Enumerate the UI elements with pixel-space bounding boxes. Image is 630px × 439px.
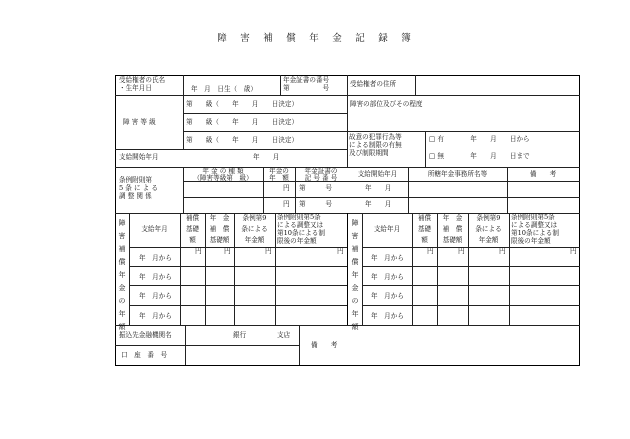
- col-suppl-4: 限後の年金額: [511, 237, 551, 245]
- col-art9-3: 年金額: [478, 236, 499, 244]
- grade-row[interactable]: 第 級（ 年 月 日決定）: [186, 100, 299, 108]
- col-pay-start: 支給年月: [141, 225, 168, 233]
- col-suppl-1: 条例附則第5条: [511, 213, 555, 221]
- col-cert: 年金証書の: [304, 167, 338, 175]
- col-base-3: 額: [421, 236, 428, 244]
- col-pension-type: 年 金 の 種 類: [202, 167, 244, 175]
- col-base-1: 補償: [185, 214, 200, 222]
- adjust-cert-cell[interactable]: 第 号: [299, 200, 332, 208]
- yen-mark: 円: [570, 247, 577, 255]
- misconduct-label-2: による制限の有無: [349, 141, 402, 149]
- adjust-start-cell[interactable]: 年 月: [365, 184, 392, 192]
- col-base-2: 基礎: [417, 225, 432, 233]
- grade-row[interactable]: 第 級（ 年 月 日決定）: [186, 136, 299, 144]
- yen-mark: 円: [265, 247, 272, 255]
- col-pension-1: 年 金: [209, 214, 230, 222]
- recipient-birth-label: ・生年月日: [119, 84, 152, 92]
- bank-name-field[interactable]: 銀行: [233, 331, 247, 339]
- adjustment-label-2: 5 条 に よ る: [119, 184, 158, 192]
- account-number-label: 口 座 番 号: [121, 351, 168, 359]
- col-art9-1: 条例第9: [476, 214, 501, 222]
- col-suppl-3: 第10条による制: [277, 229, 325, 237]
- birth-date-field[interactable]: 年 月 日生（ 歳）: [191, 85, 257, 93]
- page-title: 障 害 補 償 年 金 記 録 簿: [217, 33, 413, 44]
- adjustment-label-3: 調 整 関 係: [119, 192, 152, 200]
- adjustment-label-1: 条例附則第: [119, 176, 152, 184]
- payment-start-field[interactable]: 年 月: [253, 153, 280, 161]
- col-suppl-2: による調整又は: [277, 221, 324, 229]
- misconduct-yes-checkbox[interactable]: □ 有 年 月 日から: [429, 135, 530, 143]
- col-suppl-4: 限後の年金額: [277, 237, 317, 245]
- adjust-amount-cell[interactable]: 円: [283, 184, 290, 192]
- col-adjust-remarks: 備 考: [529, 170, 557, 178]
- bank-remarks-label: 備 考: [311, 341, 338, 349]
- disability-site-label: 障害の部位及びその程度: [350, 100, 423, 108]
- branch-name-field[interactable]: 支店: [277, 331, 291, 339]
- col-pension-amount-2: 年 額: [269, 174, 289, 182]
- col-art9-2: 条による: [475, 225, 502, 233]
- col-pension-2: 補 償: [442, 225, 463, 233]
- misconduct-no-checkbox[interactable]: □ 無 年 月 日まで: [429, 152, 530, 160]
- col-suppl-1: 条例附則第5条: [277, 213, 321, 221]
- col-art9-2: 条による: [241, 225, 268, 233]
- adjust-start-cell[interactable]: 年 月: [365, 200, 392, 208]
- bank-label: 振込先金融機関名: [119, 331, 172, 339]
- pay-row-from[interactable]: 年 月から: [371, 254, 404, 262]
- grade-row[interactable]: 第 級（ 年 月 日決定）: [186, 118, 299, 126]
- col-adjust-start: 支給開始年月: [357, 170, 398, 178]
- annual-side-label: 障害補償年金の年額: [118, 219, 126, 331]
- col-suppl-2: による調整又は: [511, 221, 558, 229]
- address-label: 受給権者の住所: [350, 80, 397, 88]
- adjust-cert-cell[interactable]: 第 号: [299, 184, 332, 192]
- col-suppl-3: 第10条による制: [511, 229, 559, 237]
- yen-mark: 円: [499, 247, 506, 255]
- pay-row-from[interactable]: 年 月から: [139, 254, 172, 262]
- col-pension-3: 基礎額: [442, 236, 463, 244]
- col-art9-1: 条例第9: [242, 214, 267, 222]
- col-base-1: 補償: [417, 214, 432, 222]
- recipient-name-label: 受給権者の氏名: [119, 76, 166, 84]
- col-pension-1: 年 金: [442, 214, 463, 222]
- col-pension-amount: 年金の: [269, 167, 289, 175]
- pay-row-from[interactable]: 年 月から: [371, 273, 404, 281]
- yen-mark: 円: [337, 247, 344, 255]
- col-cert-2: 記 号 番 号: [304, 174, 338, 182]
- col-pension-2: 補 償: [209, 225, 230, 233]
- payment-start-label: 支給開始年月: [119, 153, 159, 161]
- cert-no-label: 年金証書の番号: [283, 76, 330, 84]
- yen-mark: 円: [458, 247, 465, 255]
- pay-row-from[interactable]: 年 月から: [139, 273, 172, 281]
- col-base-3: 額: [189, 236, 196, 244]
- col-pay-start: 支給年月: [373, 225, 401, 233]
- col-pension-3: 基礎額: [209, 236, 230, 244]
- adjust-amount-cell[interactable]: 円: [283, 200, 290, 208]
- col-art9-3: 年金額: [244, 236, 265, 244]
- cert-no-field[interactable]: 第 号: [283, 84, 330, 92]
- yen-mark: 円: [427, 247, 434, 255]
- annual-side-label: 障害補償年金の年額: [351, 219, 359, 331]
- col-base-2: 基礎: [185, 225, 200, 233]
- grade-label: 障 害 等 級: [123, 118, 156, 126]
- pay-row-from[interactable]: 年 月から: [139, 292, 172, 300]
- yen-mark: 円: [224, 247, 231, 255]
- record-form: [115, 75, 580, 366]
- misconduct-label-1: 故意の犯罪行為等: [349, 133, 402, 141]
- yen-mark: 円: [195, 247, 202, 255]
- misconduct-label-3: 及び制限期間: [349, 149, 389, 157]
- pay-row-from[interactable]: 年 月から: [139, 312, 172, 320]
- pay-row-from[interactable]: 年 月から: [371, 312, 404, 320]
- col-office: 所轄年金事務所名等: [427, 170, 488, 178]
- col-pension-grade: （障害等級第 級）: [193, 174, 253, 182]
- pay-row-from[interactable]: 年 月から: [371, 292, 404, 300]
